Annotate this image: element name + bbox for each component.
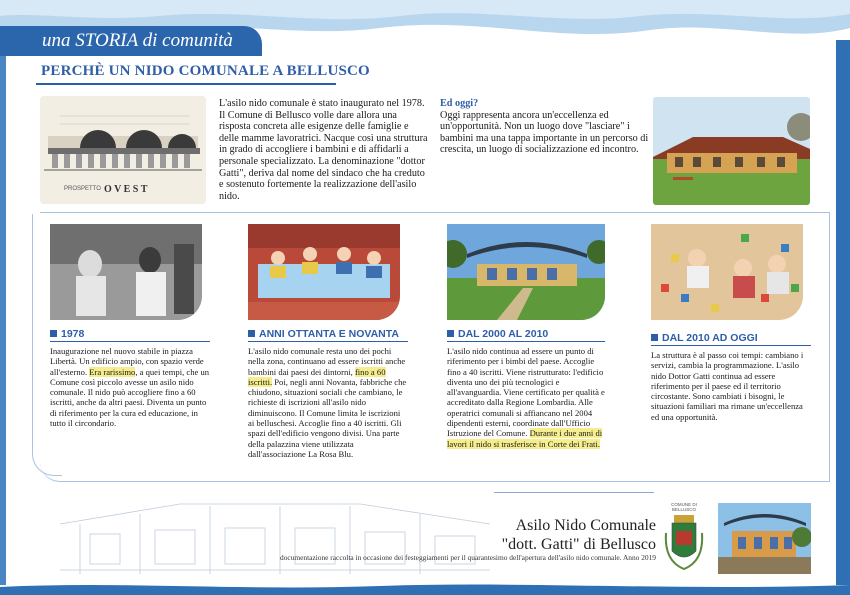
municipal-crest-icon (662, 503, 706, 575)
col-1978-heading (50, 328, 84, 340)
col-ottanta-text-b: Poi, negli anni Novanta, fabbriche che chiudono, situazioni sociali che cambiano, le richieste di iscrizioni all'asilo nido diminuiscono. Il Comune limita le iscrizioni ai belluschesi. Accoglie fino a 40 iscritti. Gli spazi dell'edificio vengono divisi. Una parte della palazzina viene utilizzata dall'associazione La Rosa Blu. (248, 376, 407, 459)
col-2000-underline (447, 341, 605, 342)
col-2010-heading (651, 332, 758, 344)
oggi-paragraph: Oggi rappresenta ancora un'eccellenza ed un'opportunità. Non un luogo dove "lasciare" i bambini ma una tappa importante in un percorso di crescita, un luogo di socializzazione ed incontro. (440, 109, 649, 156)
footer-divider (494, 492, 654, 493)
col-1978-text (50, 346, 212, 428)
footer-title-line1: Asilo Nido Comunale (515, 517, 656, 534)
col-1978-highlight: Era rarissimo (89, 366, 136, 377)
section-title: PERCHÈ UN NIDO COMUNALE A BELLUSCO (41, 63, 370, 79)
photo-1978 (50, 224, 202, 320)
right-border-strip (836, 40, 850, 585)
footer-note: documentazione raccolta in occasione dei festeggiamenti per il quarantesimo dell'apertura dell'asilo nido comunale. Anno 2019 (280, 553, 656, 562)
photo-2000 (447, 224, 605, 320)
drawing-word: O V E S T (104, 184, 148, 195)
crest-label: COMUNE DI BELLUSCO (671, 502, 697, 512)
section-title-underline (36, 83, 336, 85)
col-2000-heading (447, 328, 548, 340)
left-border-strip (0, 40, 6, 585)
photo-anni-ottanta (248, 224, 400, 320)
col-ottanta-title: ANNI OTTANTA E NOVANTA (259, 328, 399, 340)
col-ottanta-highlight: fino a 60 iscritti. (248, 366, 386, 387)
building-photo (653, 97, 810, 205)
nursery-modern-photo (718, 503, 811, 574)
col-1978-title: 1978 (61, 328, 85, 340)
col-2000-highlight: Durante i due anni di lavori il nido si trasferisce in Corte dei Frati. (447, 428, 603, 449)
col-2010-text (651, 350, 811, 422)
col-2010-title: DAL 2010 AD OGGI (662, 332, 758, 344)
footer-title (480, 516, 656, 554)
bottom-wave-decoration (0, 581, 850, 595)
col-ottanta-text (248, 346, 408, 459)
bullet-square-icon (651, 334, 658, 341)
col-2010-text-a: La struttura è al passo coi tempi: cambiano i servizi, cambia la programmazione. L'asilo nido Dottor Gatti continua ad essere riferimento per il paese ed il territorio circostante. Sono cambiati i bisogni, le situazioni familiari ma rimane un'eccellenza ed una opportunità. (651, 350, 804, 422)
photo-2010 (651, 224, 803, 320)
oggi-block (440, 98, 650, 156)
col-2010-underline (651, 345, 811, 346)
bullet-square-icon (50, 330, 57, 337)
bullet-square-icon (447, 330, 454, 337)
col-2000-title: DAL 2000 AL 2010 (458, 328, 549, 340)
architectural-drawing-image (40, 96, 206, 204)
drawing-label: PROSPETTO (64, 186, 101, 192)
col-1978-text-b: , a quei tempi, che un Comune così piccolo avesse un asilo nido comunale. Il nido può accogliere fino a 60 iscritti, anche da altri paesi. Diventa un punto di riferimento per la cura ed educazione, in tutto il circondario. (50, 366, 210, 429)
intro-paragraph: L'asilo nido comunale è stato inaugurato nel 1978. Il Comune di Bellusco volle dare allora una risposta concreta alle esigenze delle famiglie e delle mamme lavoratrici. Nacque così una struttura in grado di accogliere i bambini e di affidarli a personale specializzato. La denominazione "dottor Gatti", deriva dal nome del sindaco che ha creduto e sostenuto fortemente la realizzazione dell'asilo nido. (219, 98, 428, 202)
col-2000-text-a: L'asilo nido continua ad essere un punto di riferimento per i bimbi del paese. Accoglie fino a 40 iscritti. Viene ristrutturato: l'edificio diventa uno dei più tecnologici e all'avanguardia. Viene certificato per qualità e accreditato dalla Regione Lombardia. Alle operatrici comunali si affiancano nel 2004 dipendenti esterni, coordinate dall'Ufficio Istruzione del Comune. (447, 346, 605, 439)
oggi-title: Ed oggi? (440, 98, 479, 109)
footer-title-line2: "dott. Gatti" di Bellusco (501, 536, 656, 553)
banner-title: una STORIA di comunità (0, 26, 262, 56)
col-ottanta-text-a: L'asilo nido comunale resta uno dei pochi nella zona, continuano ad essere iscritti anche bambini dai paesi dei dintorni, (248, 346, 406, 377)
bullet-square-icon (248, 330, 255, 337)
col-2000-text (447, 346, 607, 449)
col-1978-text-a: Inaugurazione nel nuovo stabile in piazza Libertà. Un edificio ampio, con spazio verde all'esterno. (50, 346, 204, 377)
col-ottanta-underline (248, 341, 408, 342)
col-1978-underline (50, 341, 210, 342)
col-ottanta-heading (248, 328, 399, 340)
